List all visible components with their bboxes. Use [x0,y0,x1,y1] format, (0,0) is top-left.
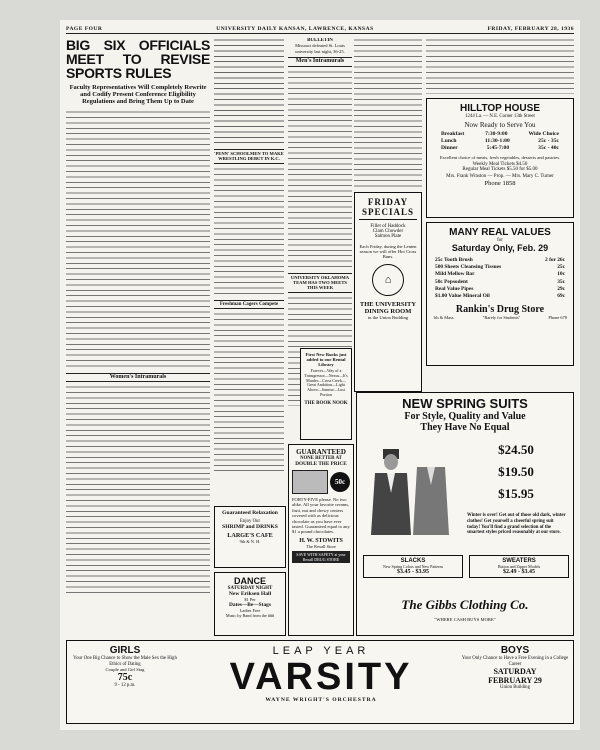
boys-day: SATURDAY [493,667,537,677]
penn-wrestling-text [214,167,284,297]
guaranteed-head-3: DOUBLE THE PRICE [295,461,347,467]
rankin-slogan: "Rarely for Students" [482,315,521,321]
rankin-item-name: Mild Mellow Bar [435,271,475,278]
dining-room-name: THE UNIVERSITY DINING ROOM [359,301,417,315]
hilltop-owners: Mrs. Frank Winston — Prop. — Mrs. Mary C. Turner [446,174,554,180]
boys-head: BOYS [500,645,530,656]
hilltop-house-ad [426,98,574,218]
rankin-item-name: 500 Sheets Cleansing Tissues [435,264,502,271]
rental-library-titles: Forever—Way of a Transgressor—Nexus—It's Murder—Cross Creek—Great Ambition—Light Above—Sunrise—Lust Portion [304,368,348,397]
hilltop-hours-meal: Lunch [441,137,457,144]
varsity-title: VARSITY [229,656,413,698]
leap-year-label: LEAP YEAR [272,645,370,657]
rankin-head-3: Saturday Only, Feb. 29 [451,243,549,253]
special-item-3: Salmon Plate [374,234,402,239]
rexall-badge: SAVE WITH SAFETY at your Rexall DRUG STORE [292,551,350,563]
sweaters-title: SWEATERS [502,558,536,564]
stowits-sub: The Rexall Store [306,543,336,549]
hilltop-hours-label: 25c - 35c [538,137,559,144]
rankin-head-1: MANY REAL VALUES [449,227,551,238]
rankin-item-price: 29c [557,285,565,292]
rankin-item-name: $1.00 Value Mineral Oil [435,293,490,300]
rental-library-footer: THE BOOK NOOK [304,400,348,406]
suits-head-1: NEW SPRING SUITS [402,396,528,411]
penn-wrestling-heading: 'PENN' SCHOOLMEN TO MAKE WRESTLING DEBUT IN K.C. [214,149,284,164]
hilltop-hours-label: Wide Choice [528,131,559,137]
rankin-head-2: for [497,238,503,243]
mens-intramurals-text [288,70,352,270]
rankin-item-row [435,264,565,271]
cafe-item: SHRIMP and DRINKS [222,524,278,530]
dance-location: New Eriksen Hall [228,591,272,597]
scores-text [354,38,422,188]
slacks-sub: New Spring Colors and New Patterns [382,564,444,569]
hilltop-hours-time: 11:30-1:00 [484,137,510,144]
varsity-orchestra: WAYNE WRIGHT'S ORCHESTRA [265,697,377,703]
dance-dates: Dates—Be—Stags [229,602,271,608]
suit-illustration-icon [361,437,451,537]
stowits-name: H. W. STOWITS [299,537,343,544]
large-cafe-ad [214,506,286,568]
girls-copy: Your One Big Chance to Show the Male Sex the High Ethics of Dating [73,656,177,667]
girls-head: GIRLS [109,645,141,656]
hilltop-hours-row [441,131,559,138]
gibbs-store-name: The Gibbs Clothing Co. [401,597,529,612]
hilltop-hours-meal: Dinner [441,144,458,151]
rental-library-head: First New Books just added to our Rental Library [305,352,347,367]
lead-deck: Faculty Representatives Will Completely Rewrite and Codify Present Conference Eligibility Regulations and Bring Them Up to Date [69,84,207,106]
hilltop-hours-table [431,131,569,151]
leap-year-varsity-ad [66,640,574,724]
womens-intramurals-text [66,385,210,595]
friday-specials-title: FRIDAY SPECIALS [361,197,414,217]
sweaters-price: $2.49 - $3.45 [503,569,535,575]
dance-music: Music by Band from the ### [225,613,275,618]
rankin-address: 1th & Mass. [433,315,455,321]
rankin-items-list [431,257,569,300]
page-number: PAGE FOUR [66,26,103,32]
rankin-item-price: 2 for 26c [545,257,565,263]
hilltop-phone: Phone 1858 [484,180,516,188]
suit-prices [461,439,571,505]
issue-date: FRIDAY, FEBRUARY 28, 1936 [487,26,574,32]
womens-intramurals-heading: Women's Intramurals [66,373,210,382]
friday-specials-ad [354,192,422,392]
dining-room-logo-icon: ⌂ [372,264,404,296]
rankin-drug-ad [426,222,574,366]
rankin-item-name: 25c Tooth Brush [435,257,473,263]
sweaters-box [469,555,569,578]
box-scores [214,38,284,146]
rankin-item-row [435,271,565,278]
oklahoma-heading: UNIVERSITY OKLAHOMA TEAM HAS TWO MEETS THIS WEEK [288,273,352,293]
hilltop-hours-meal: Breakfast [441,131,465,137]
suit-price: $19.50 [498,464,534,479]
dance-cost: $1 Per [244,597,256,602]
guaranteed-head-1: GUARANTEED [296,448,346,456]
suits-head-3: They Have No Equal [420,422,510,433]
rankin-phone: Phone 678 [548,315,567,321]
stowits-chocolate-ad [288,444,354,636]
hilltop-hours-time: 7:30-9:00 [485,131,508,137]
girls-time: 9 - 12 p.m. [114,683,136,689]
dance-free: Ladies Free [239,608,261,613]
boys-copy: Your Only Chance to Have a Free Evening in a College Career [461,656,569,667]
cafe-name: LARGE'S CAFE [227,532,273,539]
girls-price: 75c [117,672,133,684]
rankin-item-row [435,279,565,286]
boys-date: FEBRUARY 29 [488,676,542,686]
gibbs-store-slogan: "WHERE CASH BUYS MORE" [434,617,496,622]
hilltop-address: 1244 La. — N.E. Corner 13th Street [465,114,535,119]
briefs-column-top-right [426,38,574,94]
dance-title: DANCE [233,576,266,586]
rankin-store-name: Rankin's Drug Store [455,304,545,316]
rankin-item-price: 69c [557,293,565,300]
girls-sub: Couple and Girl Stag [105,667,145,673]
sweaters-sub: Button and Zipper Models [497,564,541,569]
suit-price: $15.95 [498,486,534,501]
cafe-head: Guaranteed Relaxation [222,510,278,516]
newspaper-page [60,20,580,730]
slacks-price: $3.45 - $3.95 [397,569,429,575]
dance-ad [214,572,286,636]
hilltop-tagline: Now Ready to Serve You [464,121,536,129]
slacks-box [363,555,463,578]
running-head [66,26,574,32]
rankin-item-price: 35c [557,278,565,285]
bulletin-heading: BULLETIN [307,38,333,43]
slacks-title: SLACKS [400,558,426,564]
lead-headline: BIG SIX OFFICIALS MEET TO REVISE SPORTS RULES [66,38,210,81]
price-badge: 50c [330,472,350,492]
lead-story-column [66,38,210,598]
hilltop-regular: Regular Meal Tickets $5.50 for $5.00 [462,167,538,173]
rankin-item-price: 25c [557,264,565,271]
chocolate-box-icon [292,470,328,494]
cafe-address: 9th & N. H. [239,539,261,544]
hilltop-hours-time: 5:45-7:00 [486,144,510,151]
freshman-text [214,312,284,472]
dining-room-location: in the Union Building [367,315,409,320]
guaranteed-head-2: NONE BETTER AT [300,456,342,461]
rankin-item-row [435,286,565,293]
mens-intramurals-heading: Men's Intramurals [288,57,352,66]
special-item-1: Fillet of Haddock [370,224,406,229]
head-rule [66,33,574,34]
special-item-2: Clam Chowder [372,229,404,234]
hilltop-weekly: Weekly Meal Tickets $4.50 [472,162,528,168]
masthead-line: UNIVERSITY DAILY KANSAN, LAWRENCE, KANSAS [216,26,374,32]
scores-column-4 [354,38,422,188]
hilltop-hours-row [441,145,559,152]
rankin-item-row [435,293,565,300]
special-note: Each Friday, during the Lenten season we will offer Hot Cross Buns. [359,244,417,259]
freshman-heading: Freshman Cagers Compete [214,300,284,309]
gibbs-clothing-ad [356,392,574,636]
briefs-text [426,38,574,94]
lead-body-text [66,110,210,370]
suits-head-2: For Style, Quality and Value [404,411,526,422]
suits-copy: Winter is over! Get out of those old dark, winter clothes! Get yourself a cheerful spring suit today! You'll find a grand selection of the smartest styles priced reasonably at our store. [467,513,566,536]
hilltop-hours-label: 35c - 40c [538,144,559,151]
rankin-item-row [435,257,565,264]
rankin-item-name: Real Value Pipes [435,285,474,292]
guaranteed-copy: FORTY-FIVE please. No two alike. All your favorite creams, fruit, nut and chewy centers covered with as delicious chocolate as you have ever tasted. Guaranteed equal to any $1 a pound chocolates. [292,497,350,535]
cafe-enjoy: Enjoy Our [239,519,261,524]
rental-library-ad [300,348,352,440]
suit-price: $24.50 [498,442,534,457]
dance-day: SATURDAY NIGHT [227,586,273,591]
rankin-item-name: 50c Pepsodent [435,278,468,285]
bulletin-text: Missouri defeated St. Louis university last night, 36-25. [295,43,345,54]
boys-place: Union Building [500,685,530,691]
hilltop-name: HILLTOP HOUSE [459,103,540,114]
hilltop-hours-row [441,138,559,145]
hilltop-note: Excellent choice of meats, fresh vegetables, desserts and pastries. [439,155,561,161]
rankin-item-price: 10c [557,271,565,278]
